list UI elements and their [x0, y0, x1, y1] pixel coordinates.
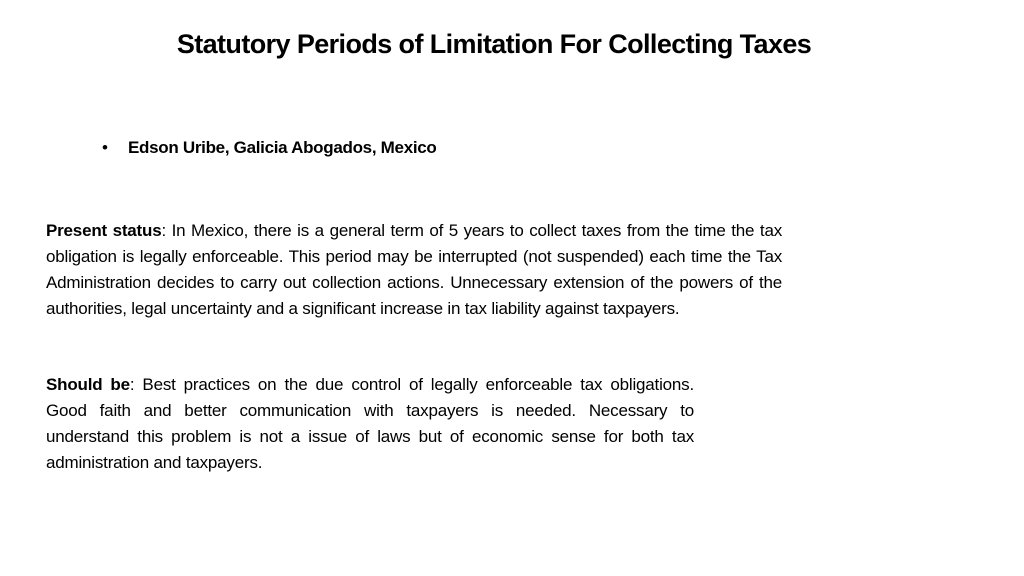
present-status-paragraph	[46, 218, 782, 322]
present-status-label: Present status	[46, 221, 162, 240]
author-text: Edson Uribe, Galicia Abogados, Mexico	[128, 138, 437, 157]
author-bullet-item	[102, 136, 437, 160]
should-be-label: Should be	[46, 375, 130, 394]
present-status-text: In Mexico, there is a general term of 5 years to collect taxes from the time the tax obligation is legally enforceable. This period may be interrupted (not suspended) each time the Tax Administration decides to carry out collection actions. Unnecessary extension of the powers of the authorities, legal uncertainty and a significant increase in tax liability against taxpayers.	[46, 221, 783, 318]
should-be-separator: :	[129, 375, 135, 394]
slide-title: Statutory Periods of Limitation For Collecting Taxes	[176, 29, 812, 59]
bullet-icon: •	[102, 138, 108, 157]
present-status-separator: :	[161, 221, 166, 240]
should-be-text: Best practices on the due control of legally enforceable tax obligations. Good faith and better communication with taxpayers is needed. Necessary to understand this problem is not a issue of laws but of economic sense for both tax administration and taxpayers.	[46, 375, 694, 472]
should-be-paragraph	[46, 372, 694, 476]
